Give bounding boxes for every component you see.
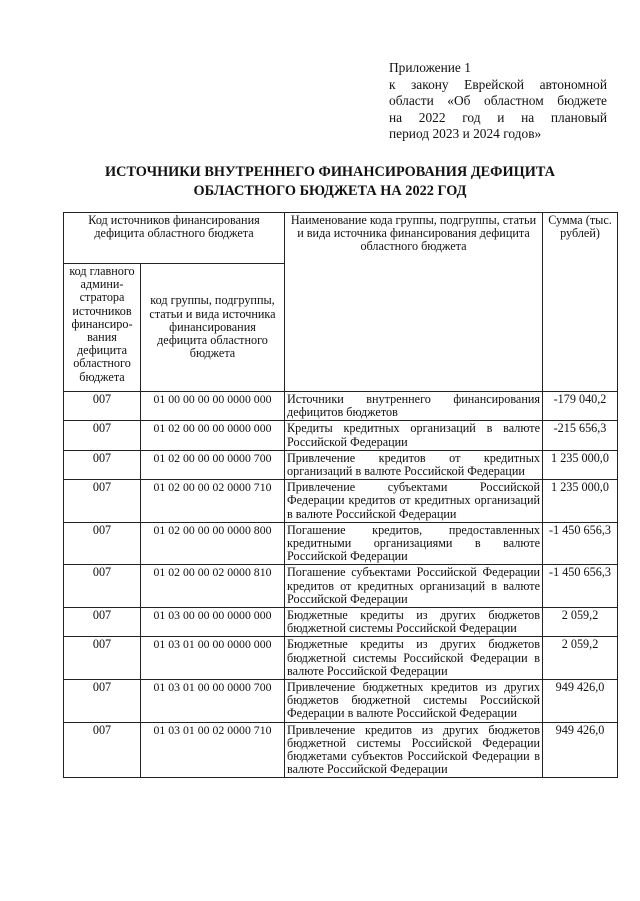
admin-code-cell: 007 bbox=[64, 565, 141, 608]
amount-cell: -1 450 656,3 bbox=[543, 522, 618, 565]
source-code-cell: 01 03 01 00 00 0000 000 bbox=[141, 637, 285, 680]
table-row bbox=[64, 450, 618, 479]
table-row bbox=[64, 480, 618, 523]
header-admin-code: код главного админи-стратора источников финансиро-вания дефицита областного бюджета bbox=[64, 264, 141, 392]
appendix-line-2: к закону Еврейской автономной bbox=[389, 76, 607, 92]
amount-cell: 2 059,2 bbox=[543, 637, 618, 680]
source-name-cell: Привлечение субъектами Российской Федерации кредитов от кредитных организаций в валюте Российской Федерации bbox=[285, 480, 543, 523]
admin-code-cell: 007 bbox=[64, 421, 141, 450]
admin-code-cell: 007 bbox=[64, 680, 141, 723]
table-row bbox=[64, 522, 618, 565]
amount-cell: 949 426,0 bbox=[543, 722, 618, 778]
amount-cell: -215 656,3 bbox=[543, 421, 618, 450]
admin-code-cell: 007 bbox=[64, 480, 141, 523]
table-row bbox=[64, 565, 618, 608]
source-name-cell: Погашение кредитов, предоставленных кредитными организациями в валюте Российской Федерации bbox=[285, 522, 543, 565]
amount-cell: 2 059,2 bbox=[543, 608, 618, 637]
table-row bbox=[64, 680, 618, 723]
source-name-cell: Кредиты кредитных организаций в валюте Российской Федерации bbox=[285, 421, 543, 450]
source-name-cell: Привлечение кредитов из других бюджетов бюджетной системы Российской Федерации бюджетами субъектов Российской Федерации в валюте Российской Федерации bbox=[285, 722, 543, 778]
table-row bbox=[64, 722, 618, 778]
table-row bbox=[64, 608, 618, 637]
table-header-row bbox=[64, 213, 618, 264]
appendix-line-3: области «Об областном бюджете bbox=[389, 93, 607, 108]
appendix-line-1: Приложение 1 bbox=[389, 60, 471, 75]
amount-cell: -179 040,2 bbox=[543, 392, 618, 421]
source-code-cell: 01 02 00 00 02 0000 810 bbox=[141, 565, 285, 608]
title-line-2: ОБЛАСТНОГО БЮДЖЕТА НА 2022 ГОД bbox=[193, 183, 467, 199]
source-name-cell: Привлечение кредитов от кредитных организаций в валюте Российской Федерации bbox=[285, 450, 543, 479]
admin-code-cell: 007 bbox=[64, 637, 141, 680]
source-name-cell: Бюджетные кредиты из других бюджетов бюджетной системы Российской Федерации в валюте Российской Федерации bbox=[285, 637, 543, 680]
table-row bbox=[64, 637, 618, 680]
appendix-note bbox=[389, 60, 607, 143]
source-code-cell: 01 02 00 00 00 0000 700 bbox=[141, 450, 285, 479]
header-group-code: код группы, подгруппы, статьи и вида источника финансирования дефицита областного бюджета bbox=[141, 264, 285, 392]
title-line-1: ИСТОЧНИКИ ВНУТРЕННЕГО ФИНАНСИРОВАНИЯ ДЕФИЦИТА bbox=[105, 164, 555, 180]
admin-code-cell: 007 bbox=[64, 608, 141, 637]
table-row bbox=[64, 421, 618, 450]
amount-cell: -1 450 656,3 bbox=[543, 565, 618, 608]
header-sum: Сумма (тыс. рублей) bbox=[543, 213, 618, 392]
admin-code-cell: 007 bbox=[64, 450, 141, 479]
source-code-cell: 01 03 01 00 00 0000 700 bbox=[141, 680, 285, 723]
appendix-line-5: период 2023 и 2024 годов» bbox=[389, 126, 542, 141]
source-code-cell: 01 03 00 00 00 0000 000 bbox=[141, 608, 285, 637]
source-code-cell: 01 02 00 00 00 0000 800 bbox=[141, 522, 285, 565]
page-title bbox=[60, 163, 600, 201]
source-code-cell: 01 03 01 00 02 0000 710 bbox=[141, 722, 285, 778]
table-row bbox=[64, 392, 618, 421]
financing-sources-table bbox=[63, 212, 618, 778]
header-codes-group: Код источников финансирования дефицита областного бюджета bbox=[64, 213, 285, 264]
appendix-line-4: на 2022 год и на плановый bbox=[389, 109, 607, 125]
source-name-cell: Бюджетные кредиты из других бюджетов бюджетной системы Российской Федерации bbox=[285, 608, 543, 637]
source-name-cell: Погашение субъектами Российской Федерации кредитов от кредитных организаций в валюте Российской Федерации bbox=[285, 565, 543, 608]
source-name-cell: Привлечение бюджетных кредитов из других бюджетов бюджетной системы Российской Федерации в валюте Российской Федерации bbox=[285, 680, 543, 723]
amount-cell: 1 235 000,0 bbox=[543, 480, 618, 523]
admin-code-cell: 007 bbox=[64, 722, 141, 778]
amount-cell: 949 426,0 bbox=[543, 680, 618, 723]
admin-code-cell: 007 bbox=[64, 392, 141, 421]
admin-code-cell: 007 bbox=[64, 522, 141, 565]
source-code-cell: 01 00 00 00 00 0000 000 bbox=[141, 392, 285, 421]
header-name: Наименование кода группы, подгруппы, статьи и вида источника финансирования дефицита областного бюджета bbox=[285, 213, 543, 392]
source-code-cell: 01 02 00 00 02 0000 710 bbox=[141, 480, 285, 523]
amount-cell: 1 235 000,0 bbox=[543, 450, 618, 479]
source-name-cell: Источники внутреннего финансирования дефицитов бюджетов bbox=[285, 392, 543, 421]
source-code-cell: 01 02 00 00 00 0000 000 bbox=[141, 421, 285, 450]
